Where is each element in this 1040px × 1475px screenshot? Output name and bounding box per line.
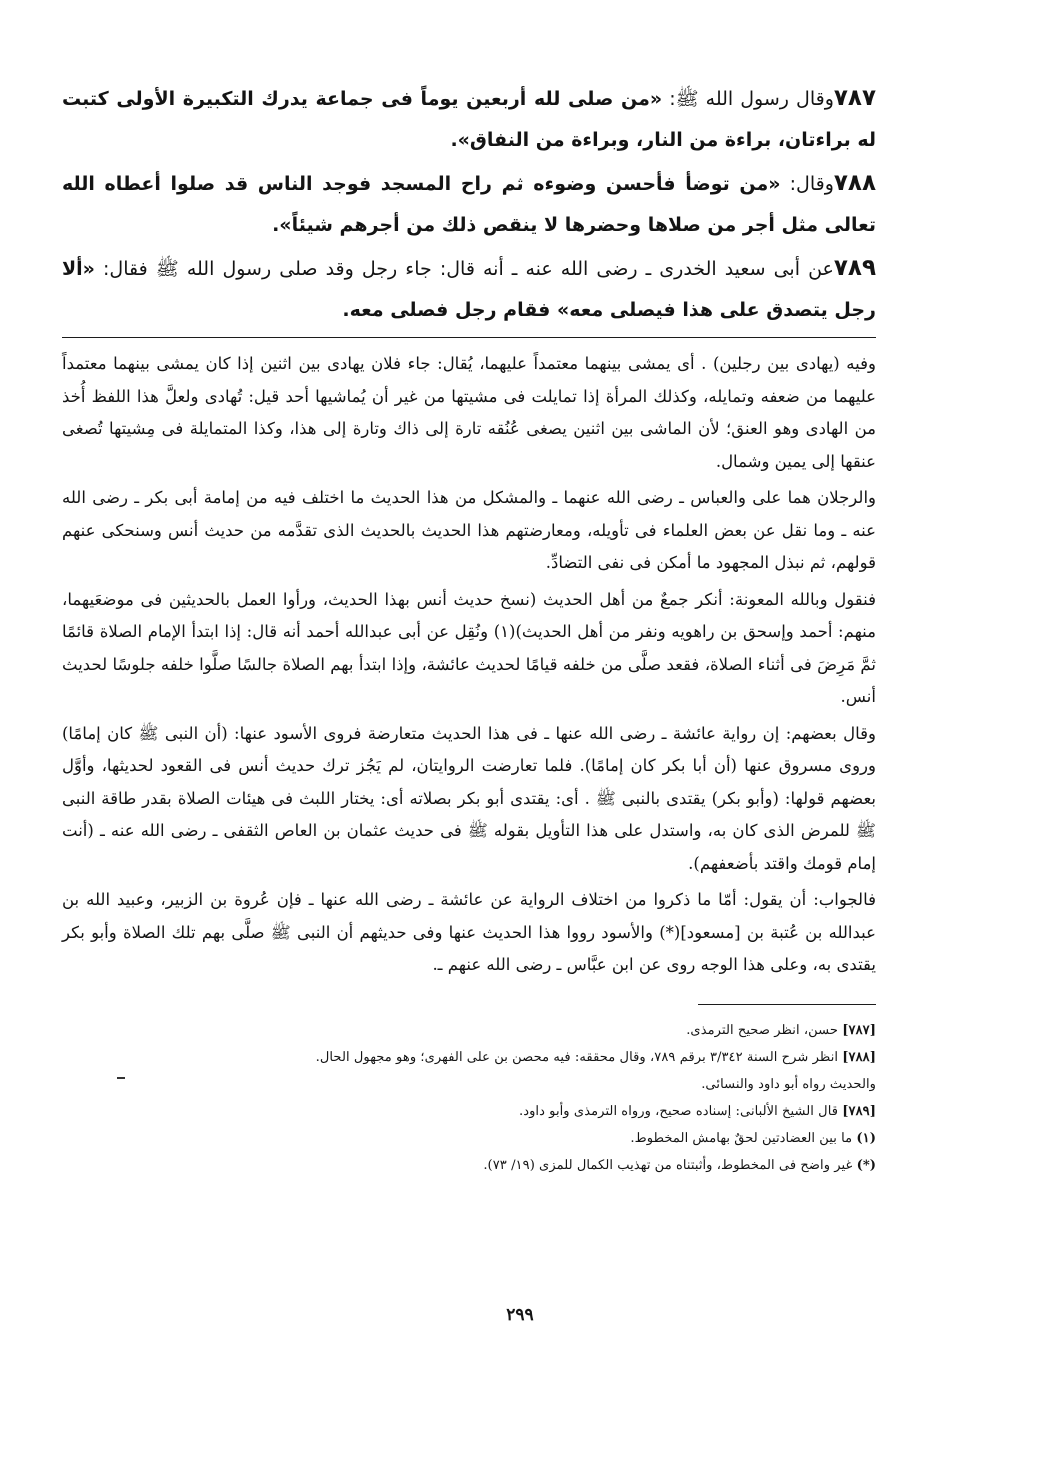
footnote-ref: [٧٨٨] bbox=[842, 1049, 876, 1065]
footnote-788-continued bbox=[62, 1071, 876, 1098]
footnote-text: انظر شرح السنة ٣/٣٤٢ برقم ٧٨٩، وقال محققه: فيه محصن بن على الفهرى؛ وهو مجهول الحال. bbox=[315, 1049, 843, 1065]
commentary-paragraph: وفيه (يهادى بين رجلين) . أى يمشى بينهما معتمداً عليهما، يُقال: جاء فلان يهادى بين اثنين إذا كان يمشى بينهما معتمداً عليهما من ضعفه وتمايله، وكذلك المرأة إذا تمايلت فى مشيتها من غير أن يُماشيها أحد قيل: تُهادى ولعلَّ هذا اللفظ أُخذ من الهادى وهو العنق؛ لأن الماشى بين اثنين يصغى عُنُقه تارة إلى ذاك وتارة إلى هذا، وكذا المتمايلة فى مِشيتها تُصغى عنقها إلى يمين وشمال. bbox=[62, 354, 876, 471]
footnote-text: غير واضح فى المخطوط، وأثبتناه من تهذيب الكمال للمزى (١٩/ ٧٣). bbox=[483, 1157, 857, 1173]
commentary-paragraph: وقال بعضهم: إن رواية عائشة ـ رضى الله عنها ـ فى هذا الحديث متعارضة فروى الأسود عنها: (أن النبى ﷺ كان إمامًا) وروى مسروق عنها (أن أبا بكر كان إمامًا). فلما تعارضت الروايتان، لم يَجُز ترك حديث أنس فى القعود لحديثها، وأوَّل بعضهم قولها: (وأبو بكر) يقتدى بالنبى ﷺ . أى: يقتدى أبو بكر بصلاته أى: يختار اللبث فى هيئات الصلاة بقدر طاقة النبى ﷺ للمرض الذى كان به، واستدل على هذا التأويل بقوله ﷺ فى حديث عثمان بن العاص الثقفى ـ رضى الله عنه ـ (أنت إمام قومك واقتد بأضعفهم). bbox=[62, 723, 876, 873]
footnote-ref: [٧٨٧] bbox=[842, 1022, 876, 1038]
commentary-paragraph: فنقول وبالله المعونة: أنكر جمعٌ من أهل الحديث (نسخ حديث أنس بهذا الحديث، ورأوا العمل بالحديثين فى موضعَيهما، منهم: أحمد وإسحق بن راهويه ونفر من أهل الحديث)(١) ونُقِل عن أبى عبدالله أحمد أنه قال: إذا ابتدأ الإمام الصلاة قائمًا ثمَّ مَرِضَ فى أثناء الصلاة، فقعد صلَّى من خلفه قيامًا لحديث عائشة، وإذا ابتدأ بهم الصلاة جالسًا صلَّوا خلفه جلوسًا لحديث أنس. bbox=[62, 589, 876, 706]
footnote-divider bbox=[698, 1004, 876, 1005]
hadith-number: ٧٨٩ bbox=[833, 255, 876, 281]
footnote-789 bbox=[62, 1098, 876, 1125]
footnote-ref: [٧٨٩] bbox=[842, 1103, 876, 1119]
commentary-paragraph: والرجلان هما على والعباس ـ رضى الله عنهما ـ والمشكل من هذا الحديث ما اختلف فيه من إمامة أبى بكر ـ رضى الله عنه ـ وما نقل عن بعض العلماء فى تأويله، ومعارضتهم هذا الحديث بالحديث الذى تقدَّمه من حديث أنس وسنحكى عنهم قولهم، ثم نبذل المجهود ما أمكن فى نفى التضادِّ. bbox=[62, 488, 876, 572]
footnote-asterisk bbox=[62, 1152, 876, 1179]
footnote-text: ما بين العضادتين لحقٌ بهامش المخطوط. bbox=[630, 1130, 857, 1146]
hadith-intro: وقال: bbox=[780, 173, 834, 195]
book-page bbox=[62, 78, 876, 1179]
footnote-788 bbox=[62, 1044, 876, 1071]
hadith-intro: عن أبى سعيد الخدرى ـ رضى الله عنه ـ أنه قال: جاء رجل وقد صلى رسول الله ﷺ فقال: bbox=[94, 258, 834, 280]
commentary-paragraph: فالجواب: أن يقول: أمّا ما ذكروا من اختلاف الرواية عن عائشة ـ رضى الله عنها ـ فإن عُروة بن الزبير، وعبيد الله بن عبدالله بن عُتبة بن [مسعود](*) والأسود رووا هذا الحديث عنها وفى حديثهم أن النبى ﷺ صلَّى بهم تلك الصلاة وأبو بكر يقتدى به، وعلى هذا الوجه روى عن ابن عبَّاس ـ رضى الله عنهم ـ. bbox=[62, 890, 876, 974]
footnote-text: والحديث رواه أبو داود والنسائى. bbox=[701, 1076, 876, 1092]
hadith-text: «من صلى لله أربعين يوماً فى جماعة يدرك التكبيرة الأولى كتبت له براءتان، براءة من النار، وبراءة من النفاق». bbox=[62, 88, 876, 151]
commentary-section bbox=[62, 348, 876, 982]
hadith-789 bbox=[62, 248, 876, 331]
footnote-ref: (*) bbox=[856, 1157, 876, 1173]
hadith-text: «من توضأ فأحسن وضوءه ثم راح المسجد فوجد الناس قد صلوا أعطاه الله تعالى مثل أجر من صلاها وحضرها لا ينقص ذلك من أجرهم شيئاً». bbox=[62, 173, 876, 236]
scan-speck bbox=[117, 1077, 125, 1079]
hadith-text: «ألا رجل يتصدق على هذا فيصلى معه» فقام رجل فصلى معه. bbox=[62, 258, 876, 321]
hadith-intro: وقال رسول الله ﷺ: bbox=[662, 88, 834, 110]
footnotes-section bbox=[62, 1017, 876, 1179]
section-divider bbox=[62, 337, 876, 338]
page-number: ٢٩٩ bbox=[506, 1305, 534, 1325]
footnote-787 bbox=[62, 1017, 876, 1044]
footnote-1 bbox=[62, 1125, 876, 1152]
hadith-section bbox=[62, 78, 876, 331]
footnote-text: قال الشيخ الألبانى: إسناده صحيح، ورواه الترمذى وأبو داود. bbox=[519, 1103, 843, 1119]
footnote-ref: (١) bbox=[856, 1130, 876, 1146]
hadith-788 bbox=[62, 163, 876, 246]
hadith-number: ٧٨٧ bbox=[833, 85, 877, 111]
footnote-text: حسن، انظر صحيح الترمذى. bbox=[686, 1022, 843, 1038]
hadith-787 bbox=[62, 78, 876, 161]
hadith-number: ٧٨٨ bbox=[833, 170, 876, 196]
